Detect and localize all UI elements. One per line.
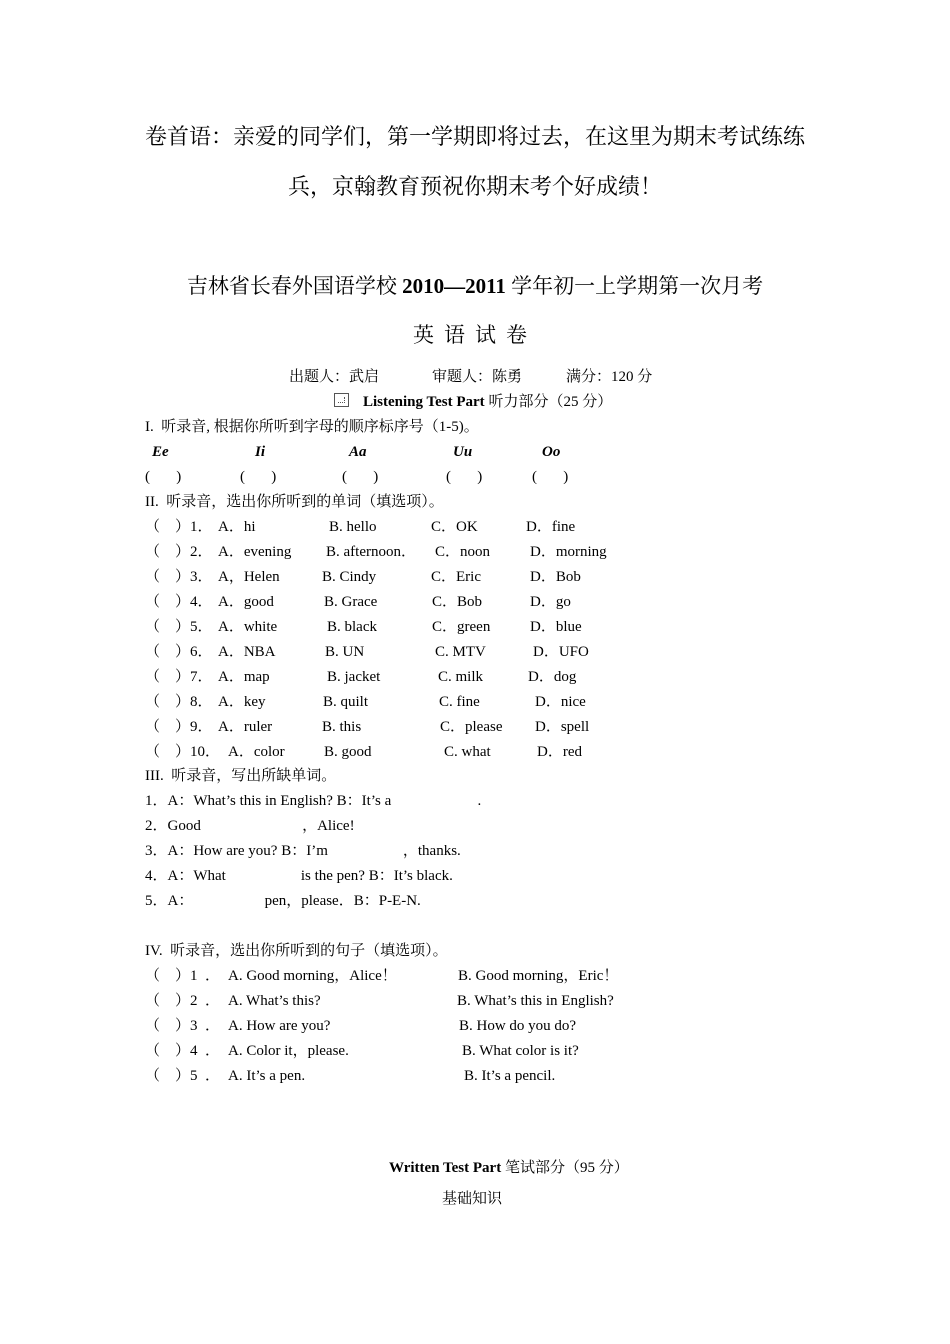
q4-5-option-a: A. It’s a pen. — [228, 1068, 306, 1084]
q2-2-option-d: D．morning — [530, 544, 607, 560]
q2-5-option-c: C．green — [432, 619, 491, 635]
q2-3-option-a: A，Helen — [218, 569, 280, 585]
letter-uu — [453, 443, 472, 461]
q4-5-num[interactable]: （ ）5 ． — [145, 1068, 221, 1084]
fill-line-2[interactable]: 2．Good ，Alice! — [145, 818, 355, 834]
written-header-cn: 笔试部分（95 分） — [501, 1160, 629, 1176]
q2-9-option-d: D．spell — [535, 719, 590, 735]
section-2-instruction: II. 听录音，选出你所听到的单词（填选项）。 — [145, 494, 444, 510]
q2-9-num[interactable]: （ ）9． — [145, 719, 213, 735]
q2-9-option-c: C．please — [440, 719, 503, 735]
q2-7-option-c: C. milk — [438, 669, 484, 685]
preface-line-2: 兵，京翰教育预祝你期末考个好成绩！ — [287, 174, 662, 199]
q2-8-option-a: A．key — [218, 694, 266, 710]
exam-author: 出题人：武启 — [289, 369, 380, 385]
q2-1-num[interactable]: （ ）1． — [145, 519, 213, 535]
q2-2-option-a: A．evening — [218, 544, 292, 560]
q2-8-num[interactable]: （ ）8． — [145, 694, 213, 710]
q2-2-option-b: B. afternoon． — [326, 544, 416, 560]
q4-1-option-b: B. Good morning，Eric！ — [458, 968, 619, 984]
q2-5-num[interactable]: （ ）5． — [145, 619, 213, 635]
letter-oo-text: Oo — [542, 444, 561, 460]
written-header-en: Written Test Part — [389, 1160, 502, 1176]
q2-3-num[interactable]: （ ）3． — [145, 569, 213, 585]
section-3-instruction: III. 听录音，写出所缺单词。 — [145, 768, 337, 784]
exam-subject: 英语试卷 — [413, 323, 537, 347]
q2-10-option-b: B. good — [324, 744, 372, 760]
q2-6-option-c: C. MTV — [435, 644, 486, 660]
q2-7-option-d: D．dog — [528, 669, 577, 685]
q2-9-option-a: A．ruler — [218, 719, 273, 735]
q2-7-num[interactable]: （ ）7． — [145, 669, 213, 685]
listening-header-cn: 听力部分（25 分） — [484, 394, 613, 410]
q4-1-num[interactable]: （ ）1 ． — [145, 968, 221, 984]
q2-5-option-a: A．white — [218, 619, 278, 635]
letter-ii — [255, 443, 265, 461]
fill-line-1[interactable]: 1．A：What’s this in English? B：It’s a . — [145, 793, 482, 809]
q4-4-num[interactable]: （ ）4 ． — [145, 1043, 221, 1059]
q2-1-option-a: A．hi — [218, 519, 256, 535]
q2-8-option-b: B. quilt — [323, 694, 369, 710]
q2-2-num[interactable]: （ ）2． — [145, 544, 213, 560]
q2-4-num[interactable]: （ ）4． — [145, 594, 213, 610]
q4-4-option-b: B. What color is it? — [462, 1043, 579, 1059]
q4-2-num[interactable]: （ ）2 ． — [145, 993, 221, 1009]
q2-7-option-a: A．map — [218, 669, 270, 685]
q2-4-option-b: B. Grace — [324, 594, 378, 610]
exam-title-pre: 吉林省长春外国语学校 — [186, 274, 403, 298]
q2-9-option-b: B. this — [322, 719, 362, 735]
fill-line-3[interactable]: 3．A：How are you? B：I’m ，thanks. — [145, 843, 461, 859]
letter-ee-text: Ee — [152, 444, 169, 460]
q2-7-option-b: B. jacket — [327, 669, 381, 685]
q2-6-option-b: B. UN — [325, 644, 365, 660]
section-1-instruction: I. 听录音, 根据你所听到字母的顺序标序号（1-5)。 — [145, 419, 479, 435]
q2-5-option-b: B. black — [327, 619, 377, 635]
preface-line-1: 卷首语：亲爱的同学们，第一学期即将过去，在这里为期末考试练练 — [144, 124, 805, 149]
q2-1-option-c: C．OK — [431, 519, 478, 535]
q2-6-option-d: D．UFO — [533, 644, 589, 660]
listening-header — [334, 393, 612, 411]
q2-4-option-a: A．good — [218, 594, 274, 610]
answer-blank-5[interactable]: ( ) — [532, 469, 569, 485]
letter-oo — [542, 443, 560, 461]
q2-10-option-c: C. what — [444, 744, 491, 760]
q2-5-option-d: D．blue — [530, 619, 582, 635]
q2-4-option-d: D．go — [530, 594, 571, 610]
q2-3-option-b: B. Cindy — [322, 569, 377, 585]
exam-title-post: 学年初一上学期第一次月考 — [505, 274, 764, 298]
answer-blank-3[interactable]: ( ) — [342, 469, 379, 485]
exam-score: 满分：120 分 — [566, 369, 653, 385]
q2-10-option-d: D．red — [537, 744, 582, 760]
letter-aa-text: Aa — [349, 444, 367, 460]
listening-header-en: Listening Test Part — [363, 394, 485, 410]
q4-2-option-b: B. What’s this in English? — [457, 993, 614, 1009]
answer-blank-1[interactable]: ( ) — [145, 469, 182, 485]
q2-10-num[interactable]: （ ）10． — [145, 744, 221, 760]
fill-line-5[interactable]: 5．A： pen，please．B：P-E-N. — [145, 893, 421, 909]
section-4-instruction: IV. 听录音，选出你所听到的句子（填选项）。 — [145, 943, 448, 959]
q2-1-option-b: B. hello — [329, 519, 377, 535]
letter-uu-text: Uu — [453, 444, 473, 460]
q2-6-num[interactable]: （ ）6． — [145, 644, 213, 660]
answer-blank-2[interactable]: ( ) — [240, 469, 277, 485]
q4-3-num[interactable]: （ ）3 ． — [145, 1018, 221, 1034]
q2-10-option-a: A．color — [228, 744, 285, 760]
q2-6-option-a: A．NBA — [218, 644, 276, 660]
letter-ee — [152, 443, 169, 461]
q2-3-option-d: D．Bob — [530, 569, 581, 585]
q2-3-option-c: C．Eric — [431, 569, 481, 585]
exam-title — [0, 273, 950, 299]
letter-ii-text: Ii — [255, 444, 266, 460]
q2-4-option-c: C．Bob — [432, 594, 483, 610]
q2-8-option-d: D．nice — [535, 694, 586, 710]
q2-8-option-c: C. fine — [439, 694, 480, 710]
fill-line-4[interactable]: 4．A：What is the pen? B：It’s black. — [145, 868, 453, 884]
q4-4-option-a: A. Color it，please. — [228, 1043, 349, 1059]
q4-1-option-a: A. Good morning，Alice！ — [228, 968, 397, 984]
q4-3-option-b: B. How do you do? — [459, 1018, 577, 1034]
q4-5-option-b: B. It’s a pencil. — [464, 1068, 556, 1084]
image-placeholder-icon — [334, 393, 349, 407]
answer-blank-4[interactable]: ( ) — [446, 469, 483, 485]
q4-2-option-a: A. What’s this? — [228, 993, 321, 1009]
q2-2-option-c: C．noon — [435, 544, 491, 560]
q4-3-option-a: A. How are you? — [228, 1018, 331, 1034]
q2-1-option-d: D．fine — [526, 519, 576, 535]
letter-aa — [349, 443, 367, 461]
exam-title-years: 2010—2011 — [402, 274, 506, 298]
written-header — [389, 1159, 629, 1177]
exam-reviewer: 审题人：陈勇 — [432, 369, 523, 385]
written-subsection: 基础知识 — [442, 1191, 503, 1207]
